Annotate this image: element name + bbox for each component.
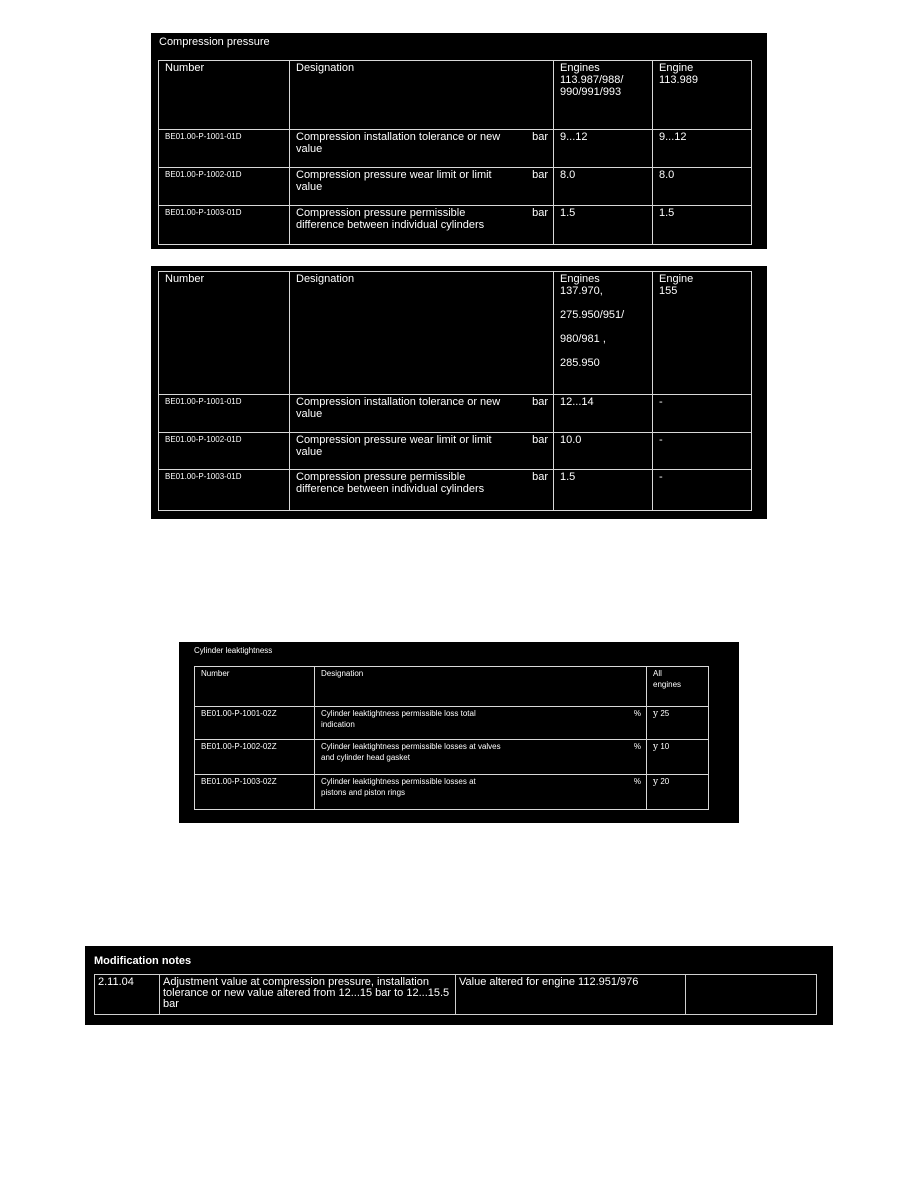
leaktightness-table xyxy=(194,666,709,810)
designation-text: Compression pressure wear limit or limit value xyxy=(296,169,492,193)
table-row xyxy=(159,470,752,511)
note-description: Adjustment value at compression pressure, installation tolerance or new value altered from 12...15 bar to 12...15.5 bar xyxy=(160,975,456,1015)
column-header: Designation xyxy=(290,61,554,130)
table-row xyxy=(195,775,709,810)
value-cell: 10.0 xyxy=(554,433,653,470)
row-designation xyxy=(290,206,554,245)
column-header: Engines 113.987/988/ 990/991/993 xyxy=(554,61,653,130)
table-row xyxy=(195,740,709,775)
value-cell xyxy=(647,740,709,775)
row-number: BE01.00-P-1003-02Z xyxy=(195,775,315,810)
compression-table-2 xyxy=(158,271,752,511)
row-designation xyxy=(290,395,554,433)
note-detail: Value altered for engine 112.951/976 xyxy=(456,975,686,1015)
unit-label: bar xyxy=(532,169,548,181)
compression-table-1 xyxy=(158,60,752,245)
table-row xyxy=(159,433,752,470)
section-title: Cylinder leaktightness xyxy=(194,646,273,655)
value-cell: 1.5 xyxy=(554,470,653,511)
designation-text: Compression pressure wear limit or limit value xyxy=(296,434,492,458)
value-cell: - xyxy=(653,395,752,433)
row-designation xyxy=(315,740,647,775)
value-cell: - xyxy=(653,470,752,511)
column-header: Designation xyxy=(315,667,647,707)
row-number: BE01.00-P-1002-01D xyxy=(159,433,290,470)
value-text: 25 xyxy=(660,709,670,718)
le-symbol: y xyxy=(653,742,659,752)
designation-text: Compression pressure permissible difference between individual cylinders xyxy=(296,471,485,495)
le-symbol: y xyxy=(653,777,659,787)
column-header: Designation xyxy=(290,272,554,395)
value-text: 10 xyxy=(660,742,670,751)
row-number: BE01.00-P-1001-01D xyxy=(159,395,290,433)
value-cell: 1.5 xyxy=(554,206,653,245)
row-number: BE01.00-P-1003-01D xyxy=(159,206,290,245)
table-row xyxy=(195,707,709,740)
value-text: 20 xyxy=(660,777,670,786)
note-date: 2.11.04 xyxy=(95,975,160,1015)
column-header: Engine 113.989 xyxy=(653,61,752,130)
designation-text: Cylinder leaktightness permissible losses at valves and cylinder head gasket xyxy=(321,742,501,762)
column-header: Number xyxy=(159,61,290,130)
row-number: BE01.00-P-1001-02Z xyxy=(195,707,315,740)
section-title: Modification notes xyxy=(94,955,192,967)
modification-notes-table xyxy=(94,974,817,1015)
unit-label: bar xyxy=(532,434,548,446)
value-cell xyxy=(647,775,709,810)
designation-text: Cylinder leaktightness permissible loss total indication xyxy=(321,709,476,729)
table-row xyxy=(159,130,752,168)
value-cell: 8.0 xyxy=(653,168,752,206)
value-cell xyxy=(647,707,709,740)
unit-label: % xyxy=(633,777,641,786)
value-cell: 9...12 xyxy=(653,130,752,168)
value-cell: 9...12 xyxy=(554,130,653,168)
row-number: BE01.00-P-1003-01D xyxy=(159,470,290,511)
modification-notes-panel xyxy=(85,946,833,1025)
cylinder-leaktightness-panel xyxy=(179,642,739,823)
table-row xyxy=(159,206,752,245)
row-number: BE01.00-P-1001-01D xyxy=(159,130,290,168)
le-symbol: y xyxy=(653,709,659,719)
designation-text: Compression installation tolerance or new value xyxy=(296,396,501,420)
designation-text: Cylinder leaktightness permissible losses at pistons and piston rings xyxy=(321,777,476,797)
row-number: BE01.00-P-1002-02Z xyxy=(195,740,315,775)
designation-text: Compression installation tolerance or new value xyxy=(296,131,501,155)
compression-pressure-panel-2 xyxy=(151,266,767,519)
column-header: Engine 155 xyxy=(653,272,752,395)
table-row xyxy=(159,168,752,206)
row-designation xyxy=(290,130,554,168)
designation-text: Compression pressure permissible difference between individual cylinders xyxy=(296,207,485,231)
value-cell: - xyxy=(653,433,752,470)
row-designation xyxy=(290,470,554,511)
value-cell: 8.0 xyxy=(554,168,653,206)
note-extra xyxy=(686,975,817,1015)
value-cell: 1.5 xyxy=(653,206,752,245)
column-header: All engines xyxy=(647,667,709,707)
unit-label: bar xyxy=(532,207,548,219)
unit-label: % xyxy=(633,709,641,718)
unit-label: bar xyxy=(532,471,548,483)
column-header: Number xyxy=(195,667,315,707)
section-title: Compression pressure xyxy=(159,36,270,48)
row-designation xyxy=(315,775,647,810)
table-row xyxy=(95,975,817,1015)
column-header: Number xyxy=(159,272,290,395)
unit-label: % xyxy=(633,742,641,751)
row-designation xyxy=(290,433,554,470)
unit-label: bar xyxy=(532,396,548,408)
table-row xyxy=(159,395,752,433)
unit-label: bar xyxy=(532,131,548,143)
row-designation xyxy=(315,707,647,740)
compression-pressure-panel xyxy=(151,33,767,249)
column-header: Engines 137.970, 275.950/951/ 980/981 , 285.950 xyxy=(554,272,653,395)
row-designation xyxy=(290,168,554,206)
row-number: BE01.00-P-1002-01D xyxy=(159,168,290,206)
value-cell: 12...14 xyxy=(554,395,653,433)
